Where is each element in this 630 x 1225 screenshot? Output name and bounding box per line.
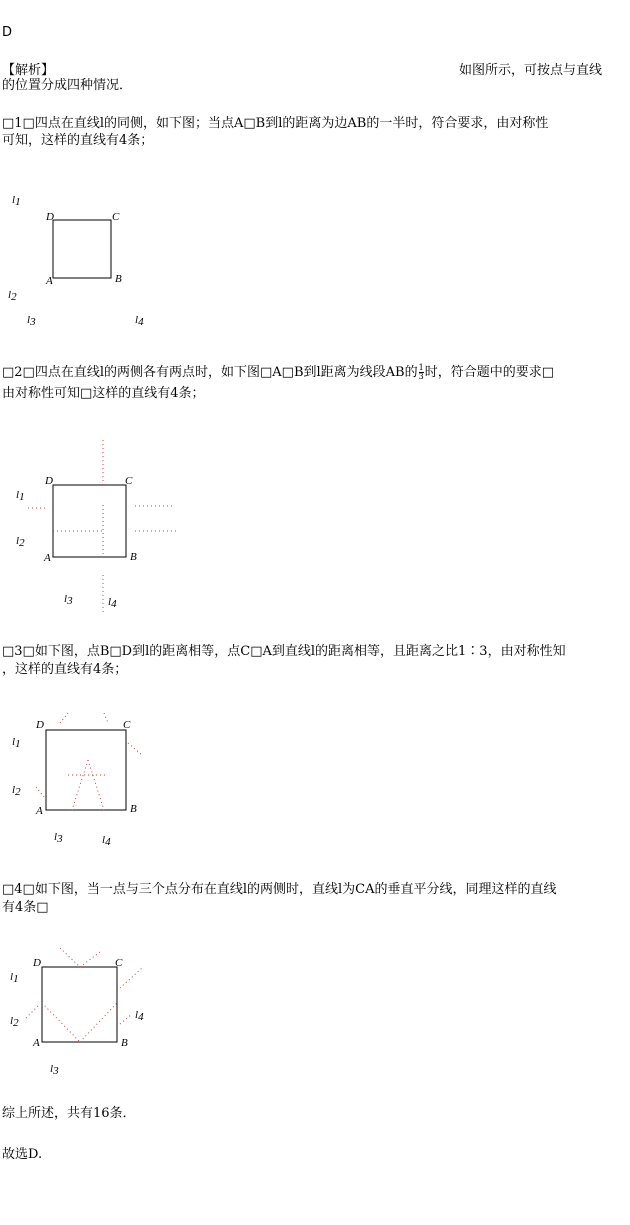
case4-figure <box>0 940 200 1080</box>
dotted-line <box>60 948 80 967</box>
summary-text: 综上所述，共有16条． <box>2 1106 136 1121</box>
label-a: A <box>46 275 53 287</box>
dotted-line <box>120 1014 132 1024</box>
label-d: D <box>45 475 53 487</box>
label-c: C <box>115 957 123 969</box>
dotted-line <box>88 760 104 810</box>
dotted-line <box>128 743 142 755</box>
analysis-intro-right: 如图所示，可按点与直线 <box>459 63 603 78</box>
case1-figure <box>0 190 200 340</box>
label-l2: l2 <box>12 784 21 798</box>
label-d: D <box>33 957 41 969</box>
case4-line1: □4□如下图，当一点与三个点分布在直线l的两侧时，直线l为CA的垂直平分线，同理这样的直线 <box>2 882 557 897</box>
label-l2: l2 <box>8 289 17 303</box>
case3-figure <box>0 705 200 855</box>
fraction-numerator: 1 <box>418 363 424 372</box>
label-l3: l3 <box>27 314 36 328</box>
square-abcd <box>53 485 126 557</box>
case3-line2: ，这样的直线有4条； <box>2 662 128 677</box>
answer-letter: D <box>2 25 13 40</box>
case2-line1 <box>2 364 554 381</box>
label-d: D <box>46 211 54 223</box>
square-abcd <box>46 730 126 810</box>
square-abcd <box>53 220 111 278</box>
case3-line1: □3□如下图，点B□D到l的距离相等，点C□A到直线l的距离相等，且距离之比1∶3，由对称性知 <box>2 644 566 659</box>
dotted-line <box>26 1004 40 1018</box>
label-a: A <box>33 1037 40 1049</box>
case2-line2: 由对称性可知□这样的直线有4条； <box>2 386 205 401</box>
case1-line1: □1□四点在直线l的同侧，如下图；当点A□B到l的距离为边AB的一半时，符合要求，由对称性 <box>2 116 549 131</box>
label-b: B <box>130 803 137 815</box>
label-l2: l2 <box>16 535 25 549</box>
dotted-line <box>104 713 108 723</box>
label-b: B <box>115 273 122 285</box>
label-b: B <box>121 1037 128 1049</box>
label-l1: l1 <box>12 736 21 750</box>
analysis-tag: 【解析】 <box>2 63 55 78</box>
dotted-line <box>42 1003 80 1042</box>
label-d: D <box>36 719 44 731</box>
label-l1: l1 <box>10 971 19 985</box>
case2-line1-b: 时，符合题中的要求□ <box>424 365 554 380</box>
case2-line1-a: □2□四点在直线l的两侧各有两点时，如下图□A□B到l距离为线段AB的 <box>2 365 418 380</box>
square-abcd <box>42 967 117 1042</box>
fraction-denominator: 3 <box>418 372 424 381</box>
label-a: A <box>44 552 51 564</box>
dotted-line <box>36 787 44 797</box>
label-c: C <box>112 211 120 223</box>
case4-line2: 有4条□ <box>2 900 49 915</box>
label-l3: l3 <box>64 593 73 607</box>
label-l4: l4 <box>135 314 144 328</box>
case1-line2: 可知，这样的直线有4条； <box>2 133 154 148</box>
label-l3: l3 <box>50 1063 59 1077</box>
label-c: C <box>123 719 131 731</box>
dotted-line <box>60 713 68 723</box>
label-l4: l4 <box>102 834 111 848</box>
label-a: A <box>36 805 43 817</box>
case2-figure <box>0 430 200 620</box>
label-l1: l1 <box>16 489 25 503</box>
analysis-intro-line2: 的位置分成四种情况． <box>2 78 133 93</box>
label-l4: l4 <box>135 1009 144 1023</box>
label-b: B <box>130 551 137 563</box>
dotted-line <box>120 968 142 988</box>
label-l3: l3 <box>54 831 63 845</box>
fraction-one-third <box>419 364 424 381</box>
label-l1: l1 <box>12 194 21 208</box>
conclusion-text: 故选D. <box>2 1147 43 1162</box>
label-c: C <box>125 475 133 487</box>
dotted-line <box>72 760 88 810</box>
label-l2: l2 <box>10 1015 19 1029</box>
dotted-line <box>80 1003 117 1042</box>
label-l4: l4 <box>108 596 117 610</box>
dotted-line <box>80 952 100 967</box>
